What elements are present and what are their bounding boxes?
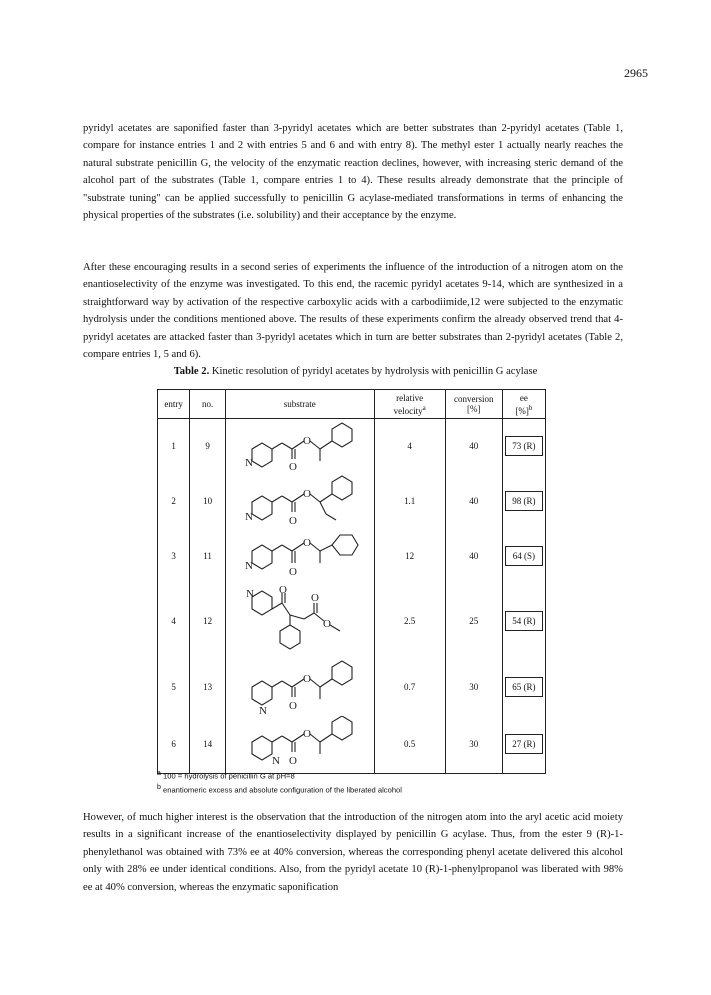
ee-value: 65 (R) <box>505 677 543 697</box>
o-atom-label: O <box>288 755 297 768</box>
cell-conversion: 40 <box>445 419 502 474</box>
structure-14 <box>232 716 368 772</box>
o-atom-label: O <box>322 617 331 630</box>
table-row <box>158 419 546 474</box>
table-caption-label: Table 2. <box>173 366 210 377</box>
n-atom-label: N <box>271 755 280 768</box>
n-atom-label: N <box>245 587 254 600</box>
ee-value: 64 (S) <box>505 546 543 566</box>
header-no: no. <box>190 390 226 419</box>
cell-substrate <box>225 529 374 584</box>
o-atom-label: O <box>288 461 297 474</box>
cell-conversion: 40 <box>445 529 502 584</box>
cell-conversion: 30 <box>445 658 502 716</box>
cell-no: 9 <box>190 419 226 474</box>
cell-entry: 4 <box>158 584 190 658</box>
ee-value: 98 (R) <box>505 491 543 511</box>
cell-no: 14 <box>190 716 226 774</box>
table-row <box>158 716 546 774</box>
cell-entry: 6 <box>158 716 190 774</box>
cell-substrate <box>225 584 374 658</box>
cell-entry: 2 <box>158 474 190 529</box>
cell-ee <box>502 529 545 584</box>
footnote-b-text: enantiomeric excess and absolute configuration of the liberated alcohol <box>160 785 402 795</box>
o-atom-label: O <box>288 699 297 712</box>
header-ee-line2: [%] <box>515 405 529 416</box>
cell-substrate <box>225 658 374 716</box>
footnote-a <box>157 768 402 782</box>
cell-substrate <box>225 419 374 474</box>
o-atom-label: O <box>278 584 287 596</box>
header-ee <box>502 390 545 419</box>
cell-conversion: 25 <box>445 584 502 658</box>
structure-12 <box>232 585 368 657</box>
table-caption-text: Kinetic resolution of pyridyl acetates by hydrolysis with penicillin G acylase <box>209 366 538 377</box>
o-atom-label: O <box>302 672 311 685</box>
results-table <box>157 389 546 774</box>
cell-velocity: 0.7 <box>374 658 445 716</box>
cell-ee <box>502 419 545 474</box>
table-row <box>158 474 546 529</box>
structure-10 <box>232 474 368 528</box>
cell-velocity: 2.5 <box>374 584 445 658</box>
cell-velocity: 1.1 <box>374 474 445 529</box>
table-row <box>158 584 546 658</box>
n-atom-label: N <box>244 511 253 523</box>
footnote-a-text: 100 = hydrolysis of penicillin G at pH=8 <box>160 771 295 781</box>
footnote-a-mark: a <box>157 770 161 777</box>
cell-ee <box>502 716 545 774</box>
structure-13 <box>232 659 368 715</box>
o-atom-label: O <box>310 591 319 604</box>
header-velocity-line2: velocity <box>393 405 423 416</box>
ee-value: 73 (R) <box>505 436 543 456</box>
structure-11 <box>232 529 368 583</box>
cell-entry: 5 <box>158 658 190 716</box>
n-atom-label: N <box>244 560 253 572</box>
cell-conversion: 30 <box>445 716 502 774</box>
header-velocity-line1: relative <box>396 392 424 403</box>
cell-entry: 3 <box>158 529 190 584</box>
cell-velocity: 12 <box>374 529 445 584</box>
cell-conversion: 40 <box>445 474 502 529</box>
footnote-b-mark: b <box>157 783 161 791</box>
header-conversion-line1: conversion <box>454 394 494 404</box>
o-atom-label: O <box>302 435 311 448</box>
header-conversion <box>445 390 502 419</box>
cell-no: 12 <box>190 584 226 658</box>
cell-no: 10 <box>190 474 226 529</box>
cell-ee <box>502 474 545 529</box>
o-atom-label: O <box>288 566 297 578</box>
ee-value: 54 (R) <box>505 611 543 631</box>
cell-no: 11 <box>190 529 226 584</box>
cell-entry: 1 <box>158 419 190 474</box>
table-row <box>158 658 546 716</box>
header-entry: entry <box>158 390 190 419</box>
o-atom-label: O <box>302 537 311 549</box>
table-footnotes <box>157 768 402 795</box>
cell-ee <box>502 658 545 716</box>
cell-ee <box>502 584 545 658</box>
cell-no: 13 <box>190 658 226 716</box>
table-row <box>158 529 546 584</box>
cell-velocity: 4 <box>374 419 445 474</box>
cell-substrate <box>225 474 374 529</box>
n-atom-label: N <box>244 457 253 470</box>
cell-velocity: 0.5 <box>374 716 445 774</box>
o-atom-label: O <box>302 728 311 741</box>
paragraph-2: After these encouraging results in a second series of experiments the influence of the introduction of a nitrogen atom on the enantioselectivity of the enzyme was investigated. To this end, the racemic pyridyl acetates 9-14, which are synthesized in a straightforward way by activation of the respective carboxylic acids with a carbodiimide,12 were subjected to the enzymatic hydrolysis under the conditions mentioned above. The results of these experiments confirm the already observed trend that 4-pyridyl acetates are attacked faster than 3-pyridyl acetates which in turn are better substrates than 2-pyridyl acetates (Table 2, compare entries 1, 5 and 6). <box>83 262 623 361</box>
header-ee-line1: ee <box>519 392 528 403</box>
structure-9 <box>232 419 368 473</box>
ee-value: 27 (R) <box>505 734 543 754</box>
paragraph-1: pyridyl acetates are saponified faster than 3-pyridyl acetates which are better substrates than 2-pyridyl acetates (Table 1, compare for instance entries 1 and 2 with entries 5 and 6 and with entry 8). The methyl ester 1 actually nearly reaches the natural substrate penicillin G, the velocity of the enzymatic reaction declines, however, with increasing steric demand of the alcohol part of the substrates (Table 1, compare entries 1 to 4). These results already demonstrate that the principle of "substrate tuning" can be applied successfully to penicillin G acylase-mediated transformations in terms of enhancing the physical properties of the substrates (i.e. solubility) and their acceptance by the enzyme. <box>83 123 623 222</box>
header-substrate: substrate <box>225 390 374 419</box>
cell-substrate <box>225 716 374 774</box>
header-ee-sup: b <box>528 403 533 412</box>
n-atom-label: N <box>258 704 267 715</box>
header-velocity <box>374 390 445 419</box>
footnote-b <box>157 782 402 796</box>
paragraph-3: However, of much higher interest is the observation that the introduction of the nitrogen atom into the aryl acetic acid moiety results in a significant increase of the enantioselectivity displayed by penicillin G acylase. Thus, from the ester 9 (R)-1-phenylethanol was obtained with 73% ee at 40% conversion, whereas the corresponding phenyl acetate delivered this alcohol only with 28% ee under identical conditions. Also, from the pyridyl acetate 10 (R)-1-phenylpropanol was liberated with 98% ee at 40% conversion, whereas the enzymatic saponification <box>83 812 623 893</box>
page-number: 2965 <box>624 66 648 80</box>
o-atom-label: O <box>288 515 297 527</box>
o-atom-label: O <box>302 488 311 500</box>
table-caption <box>0 366 711 377</box>
header-conversion-line2: [%] <box>467 404 481 414</box>
header-velocity-sup: a <box>422 403 426 412</box>
